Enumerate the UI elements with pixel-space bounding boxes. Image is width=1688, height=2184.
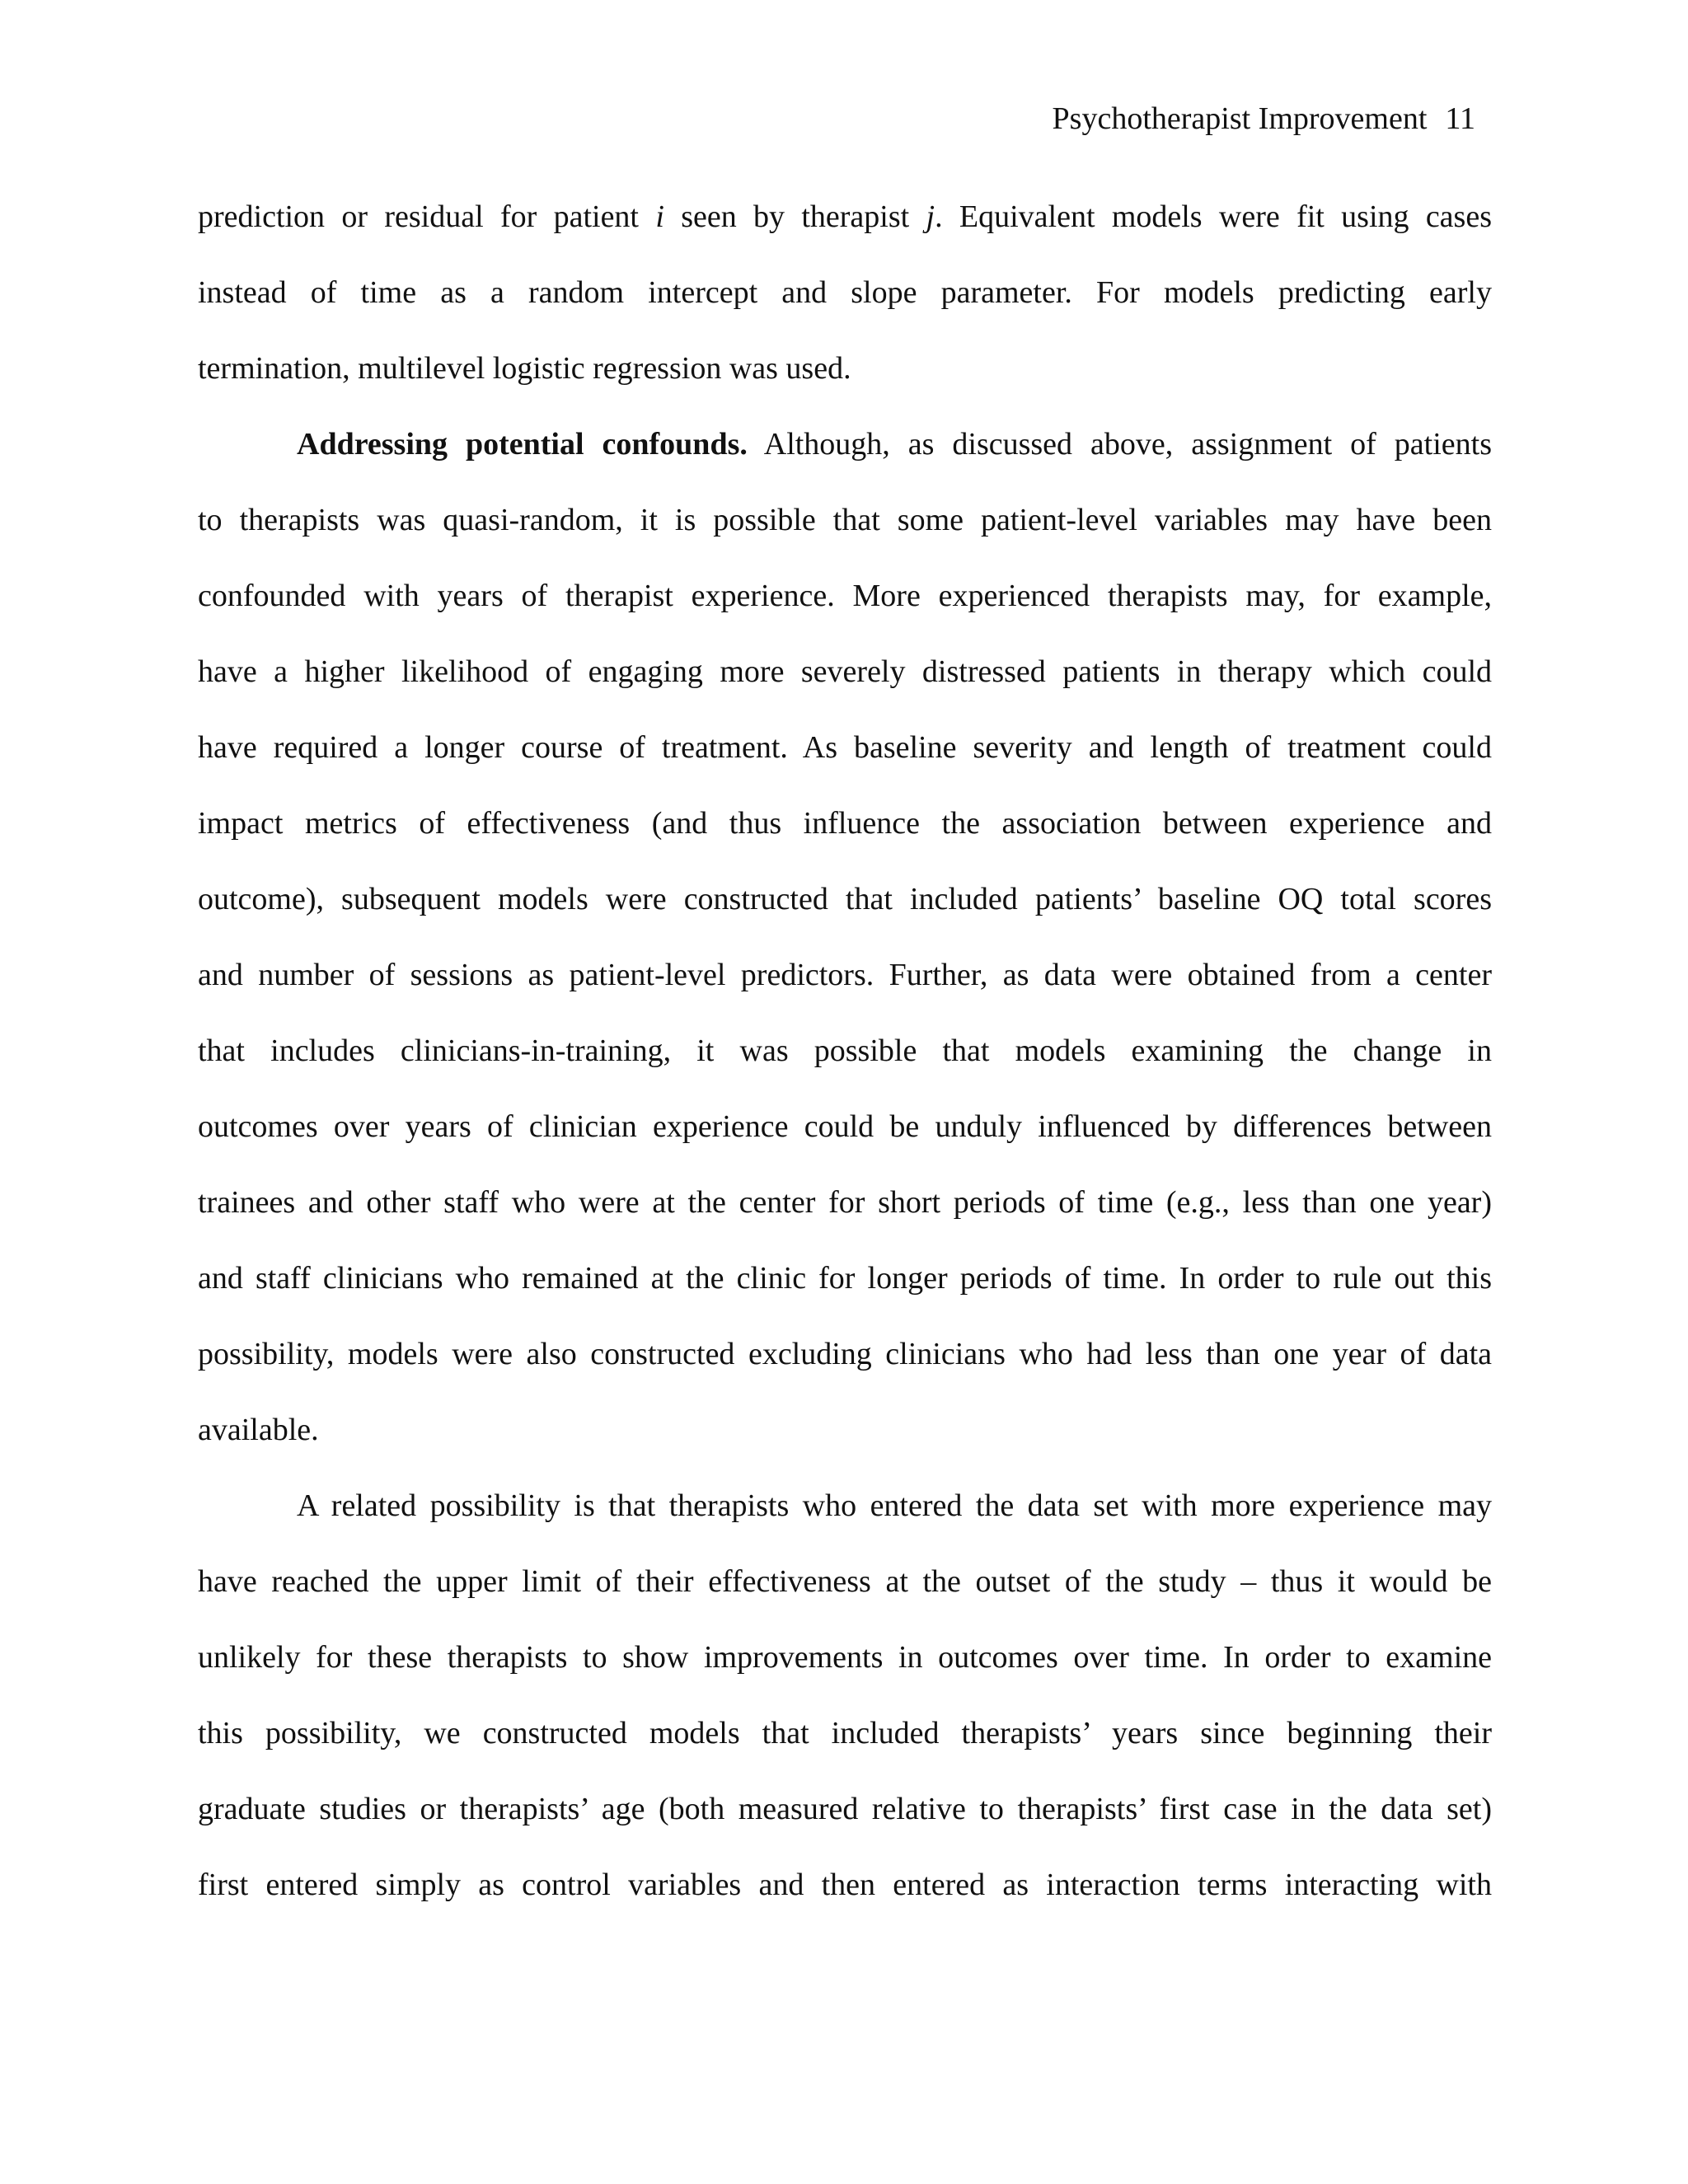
section-heading: Addressing potential confounds. bbox=[297, 427, 748, 462]
paragraph-2-line-1: Addressing potential confounds. Although, as discussed above, assignment of patients bbox=[297, 427, 1492, 462]
paragraph-2-line-10: outcomes over years of clinician experience could be unduly influenced by differences between bbox=[198, 1109, 1492, 1144]
paragraph-1-line-1: prediction or residual for patient i seen by therapist j. Equivalent models were fit using cases bbox=[198, 199, 1492, 234]
paragraph-2-line-7: outcome), subsequent models were constructed that included patients’ baseline OQ total scores bbox=[198, 882, 1492, 916]
paragraph-1-line-3: termination, multilevel logistic regression was used. bbox=[198, 351, 851, 386]
paragraph-2-line-12: and staff clinicians who remained at the clinic for longer periods of time. In order to rule out this bbox=[198, 1261, 1492, 1296]
paragraph-2-line-9: that includes clinicians-in-training, it was possible that models examining the change in bbox=[198, 1033, 1492, 1068]
paragraph-3-line-2: have reached the upper limit of their effectiveness at the outset of the study – thus it would be bbox=[198, 1564, 1492, 1599]
paragraph-2-line-3: confounded with years of therapist experience. More experienced therapists may, for example, bbox=[198, 579, 1492, 613]
page-number: 11 bbox=[1445, 101, 1475, 136]
variable-i: i bbox=[655, 199, 664, 234]
paragraph-2-line-2: to therapists was quasi-random, it is possible that some patient-level variables may have been bbox=[198, 503, 1492, 537]
paragraph-2-line-5: have required a longer course of treatment. As baseline severity and length of treatment could bbox=[198, 730, 1492, 765]
paragraph-3-line-6: first entered simply as control variables and then entered as interaction terms interacting with bbox=[198, 1868, 1492, 1902]
running-title: Psychotherapist Improvement bbox=[1052, 101, 1428, 136]
paragraph-2-line-6: impact metrics of effectiveness (and thus influence the association between experience and bbox=[198, 806, 1492, 841]
paragraph-2-line-4: have a higher likelihood of engaging more severely distressed patients in therapy which could bbox=[198, 654, 1492, 689]
variable-j: j bbox=[926, 199, 935, 234]
paragraph-3-line-4: this possibility, we constructed models that included therapists’ years since beginning their bbox=[198, 1716, 1492, 1750]
paragraph-2-line-8: and number of sessions as patient-level predictors. Further, as data were obtained from a center bbox=[198, 958, 1492, 992]
running-head bbox=[1053, 94, 1475, 143]
paragraph-2-line-11: trainees and other staff who were at the center for short periods of time (e.g., less than one year) bbox=[198, 1185, 1492, 1220]
paragraph-3-line-5: graduate studies or therapists’ age (both measured relative to therapists’ first case in the data set) bbox=[198, 1792, 1492, 1826]
paragraph-1-line-2: instead of time as a random intercept and slope parameter. For models predicting early bbox=[198, 275, 1492, 310]
paragraph-2-line-14: available. bbox=[198, 1413, 319, 1447]
paragraph-3-line-3: unlikely for these therapists to show improvements in outcomes over time. In order to examine bbox=[198, 1640, 1492, 1675]
paragraph-2-line-13: possibility, models were also constructed excluding clinicians who had less than one year of data bbox=[198, 1337, 1492, 1371]
body-text bbox=[198, 190, 1492, 1934]
paragraph-3-line-1: A related possibility is that therapists who entered the data set with more experience may bbox=[297, 1488, 1492, 1523]
